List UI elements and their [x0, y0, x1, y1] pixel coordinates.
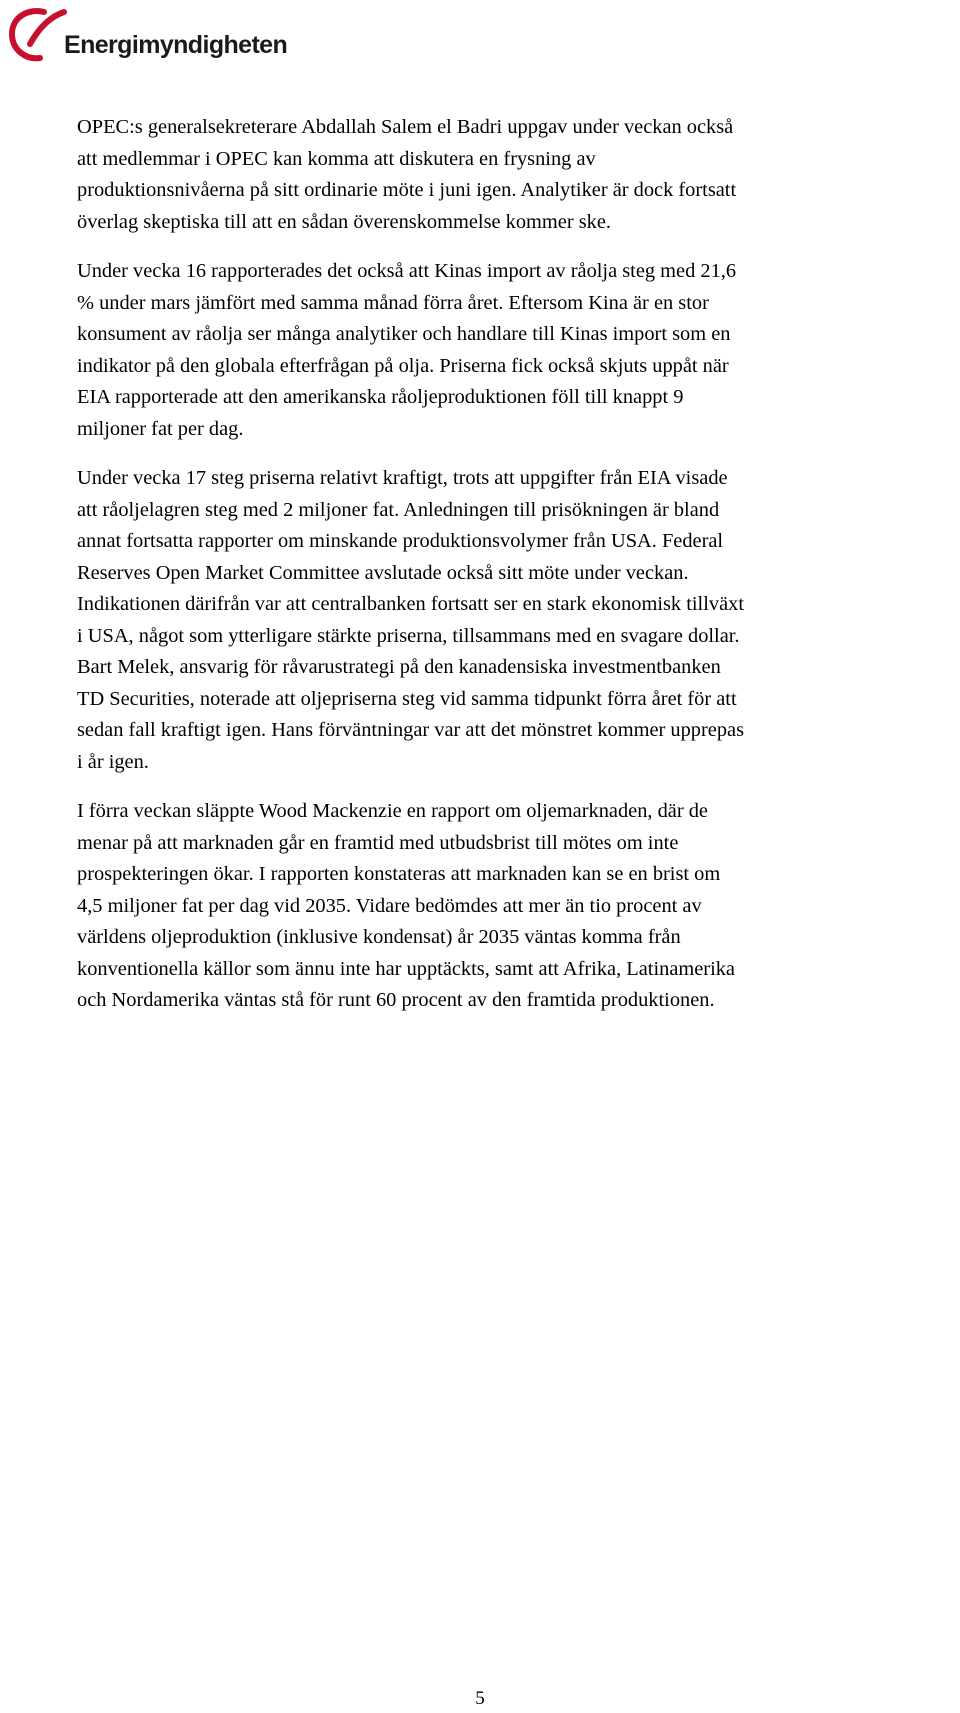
text-line: EIA rapporterade att den amerikanska råoljeproduktionen föll till knappt 9	[77, 386, 684, 408]
text-line: menar på att marknaden går en framtid med utbudsbrist till mötes om inte	[77, 831, 679, 854]
energimyndigheten-logo-icon	[6, 4, 68, 66]
text-line: produktionsnivåerna på sitt ordinarie möte i juni igen. Analytiker är dock fortsatt	[77, 179, 737, 201]
text-line: prospekteringen ökar. I rapporten konstateras att marknaden kan se en brist om	[77, 863, 721, 885]
text-line: Bart Melek, ansvarig för råvarustrategi på den kanadensiska investmentbanken	[77, 656, 721, 678]
text-line: konsument av råolja ser många analytiker och handlare till Kinas import som en	[77, 323, 731, 345]
text-line: i år igen.	[77, 750, 149, 773]
text-line: TD Securities, noterade att oljepriserna steg vid samma tidpunkt förra året för att	[77, 687, 737, 710]
paragraph-week-16	[77, 256, 955, 445]
paragraph-week-17	[77, 463, 955, 778]
text-line: miljoner fat per dag.	[77, 417, 244, 440]
text-line: 4,5 miljoner fat per dag vid 2035. Vidare bedömdes att mer än tio procent av	[77, 894, 702, 917]
text-line: indikator på den globala efterfrågan på olja. Priserna fick också skjuts uppåt när	[77, 354, 729, 377]
text-line: överlag skeptiska till att en sådan överenskommelse kommer ske.	[77, 210, 611, 233]
text-line: annat fortsatta rapporter om minskande produktionsvolymer från USA. Federal	[77, 530, 724, 552]
text-line: Indikationen därifrån var att centralbanken fortsatt ser en stark ekonomisk tillväxt	[77, 593, 744, 615]
text-line: att råoljelagren steg med 2 miljoner fat. Anledningen till prisökningen är bland	[77, 498, 720, 521]
text-line: konventionella källor som ännu inte har upptäckts, samt att Afrika, Latinamerika	[77, 957, 735, 980]
energimyndigheten-logo	[6, 4, 287, 66]
text-line: och Nordamerika väntas stå för runt 60 procent av den framtida produktionen.	[77, 989, 715, 1011]
logo-text: Energimyndigheten	[64, 30, 288, 59]
paragraph-wood-mackenzie	[77, 796, 955, 1017]
text-line: Under vecka 17 steg priserna relativt kraftigt, trots att uppgifter från EIA visade	[77, 467, 728, 489]
text-line: I förra veckan släppte Wood Mackenzie en rapport om oljemarknaden, där de	[77, 800, 708, 822]
text-line: Reserves Open Market Committee avslutade också sitt möte under veckan.	[77, 561, 689, 584]
text-line: sedan fall kraftigt igen. Hans förväntningar var att det mönstret kommer upprepas	[77, 719, 745, 741]
paragraph-opec	[77, 112, 955, 238]
document-body	[77, 112, 955, 1035]
text-line: världens oljeproduktion (inklusive kondensat) år 2035 väntas komma från	[77, 926, 681, 948]
text-line: % under mars jämfört med samma månad förra året. Eftersom Kina är en stor	[77, 291, 709, 314]
text-line: i USA, något som ytterligare stärkte priserna, tillsammans med en svagare dollar.	[77, 624, 740, 647]
page-number: 5	[475, 1688, 485, 1709]
text-line: att medlemmar i OPEC kan komma att diskutera en frysning av	[77, 147, 596, 170]
text-line: Under vecka 16 rapporterades det också att Kinas import av råolja steg med 21,6	[77, 260, 737, 282]
text-line: OPEC:s generalsekreterare Abdallah Salem el Badri uppgav under veckan också	[77, 116, 734, 138]
